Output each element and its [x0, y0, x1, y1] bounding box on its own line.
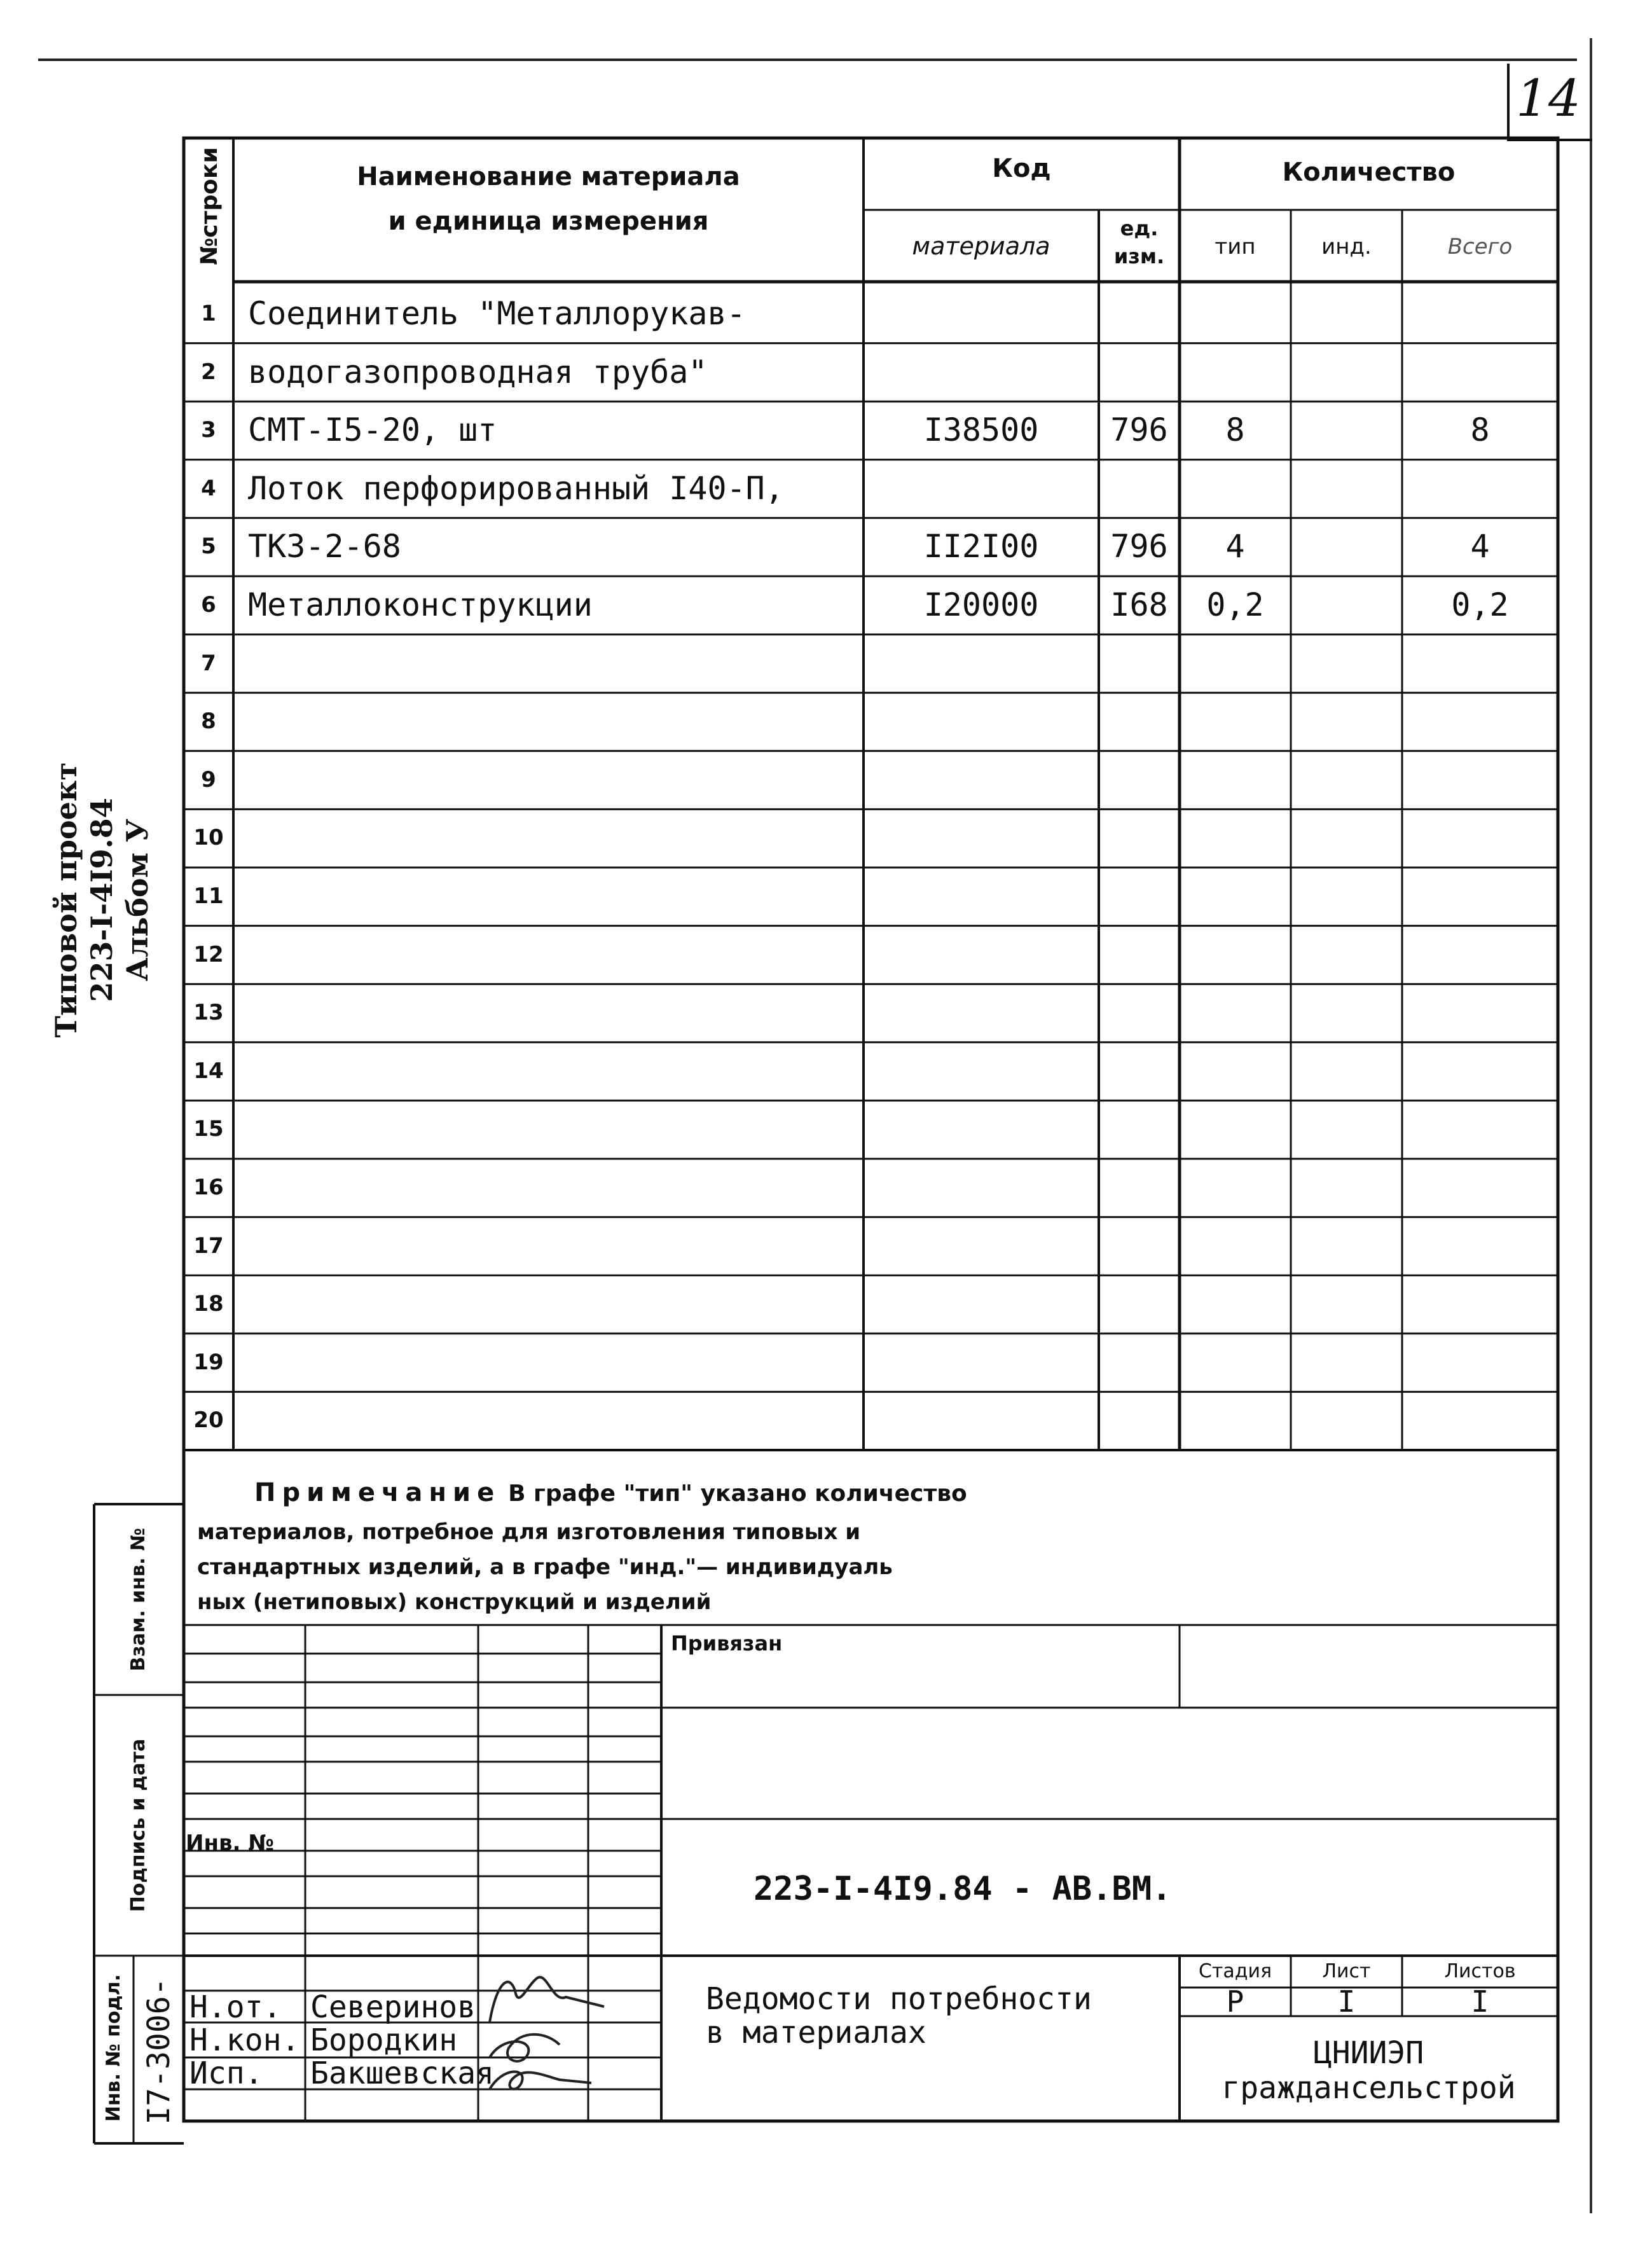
material-name: водогазопроводная труба"	[248, 353, 708, 391]
header-row-number: №строки	[196, 147, 223, 265]
material-code: I38500	[923, 411, 1039, 449]
material-name: Металлоконструкции	[248, 586, 593, 623]
row-number: 13	[193, 1000, 224, 1026]
note-line-3: стандартных изделий, а в графе "инд."— индивидуаль	[197, 1554, 893, 1580]
margin-inv-value: I7-3006-	[141, 1977, 177, 2125]
signer-3-role: Исп.	[189, 2056, 263, 2091]
qty-total: 0,2	[1451, 586, 1509, 623]
side-title-line-3: Альбом У	[120, 819, 155, 981]
margin-vzam-inv: Взам. инв. №	[127, 1528, 149, 1671]
row-number: 19	[193, 1349, 224, 1375]
material-name: СМТ-I5-20, шт	[248, 411, 497, 449]
material-name: Соединитель "Металлорукав-	[248, 295, 746, 332]
signer-1-role: Н.от.	[189, 1989, 282, 2025]
margin-inv-podl: Инв. № подл.	[102, 1974, 125, 2122]
sheets-value: I	[1471, 1984, 1489, 2019]
unit-code: 796	[1110, 411, 1168, 449]
row-number: 10	[193, 825, 224, 851]
note-text-1: В графе "тип" указано количество	[508, 1481, 967, 1507]
header-name-line1: Наименование материала	[357, 162, 740, 191]
row-number: 17	[193, 1233, 224, 1259]
row-number: 7	[201, 650, 216, 676]
sheet-number: 14	[1516, 69, 1581, 128]
qty-type: 4	[1225, 528, 1245, 565]
signer-3-name: Бакшевская	[310, 2056, 494, 2091]
unit-code: 796	[1110, 528, 1168, 565]
unit-code: I68	[1110, 586, 1168, 623]
signer-2-role: Н.кон.	[189, 2022, 300, 2058]
doc-title-line1: Ведомости потребности	[706, 1981, 1092, 2017]
header-code-group: Код	[992, 154, 1051, 183]
note-line-2: материалов, потребное для изготовления типовых и	[197, 1519, 861, 1545]
note-line-4: ных (нетиповых) конструкций и изделий	[197, 1589, 712, 1615]
row-number: 15	[193, 1116, 224, 1142]
row-number: 1	[201, 301, 216, 326]
row-number: 8	[201, 709, 216, 735]
org-line2: граждансельстрой	[1222, 2070, 1516, 2106]
header-qty-group: Количество	[1282, 158, 1456, 187]
stage-label: Стадия	[1198, 1960, 1272, 1982]
row-number: 3	[201, 417, 216, 443]
sheets-label: Листов	[1444, 1960, 1516, 1982]
row-number: 16	[193, 1175, 224, 1200]
row-number: 18	[193, 1291, 224, 1317]
header-code-unit: ед. изм.	[1113, 216, 1165, 268]
signature-3	[490, 2071, 591, 2089]
row-number: 4	[201, 475, 216, 501]
row-number: 14	[193, 1058, 224, 1084]
signer-2-name: Бородкин	[310, 2022, 458, 2058]
sheet-label: Лист	[1322, 1960, 1371, 1982]
row-number: 6	[201, 592, 216, 618]
row-number: 20	[193, 1407, 224, 1434]
side-title-line-2: 223-I-4I9.84	[85, 798, 119, 1002]
header-qty-type: тип	[1215, 234, 1256, 259]
row-number: 11	[193, 883, 224, 909]
row-number: 9	[201, 766, 216, 792]
header-code-material: материала	[912, 232, 1050, 260]
header-qty-total: Всего	[1447, 234, 1513, 259]
row-number: 12	[193, 941, 224, 967]
doc-title-line2: в материалах	[706, 2015, 926, 2050]
signer-1-name: Северинов	[310, 1989, 476, 2025]
qty-type: 8	[1225, 411, 1245, 449]
margin-podpis-data: Подпись и дата	[127, 1738, 149, 1912]
side-title-line-1: Типовой проект	[49, 762, 83, 1038]
qty-type: 0,2	[1206, 586, 1264, 623]
header-qty-ind: инд.	[1321, 234, 1372, 259]
row-number: 2	[201, 359, 216, 385]
stage-value: Р	[1226, 1984, 1244, 2019]
material-code: I20000	[923, 586, 1039, 623]
privyazan-label: Привязан	[671, 1631, 783, 1656]
signature-2	[490, 2035, 560, 2061]
header-name-line2: и единица измерения	[388, 207, 709, 236]
org-line1: ЦНИИЭП	[1313, 2035, 1424, 2071]
signature-1	[490, 1977, 604, 2022]
note-label: Примечание	[254, 1478, 501, 1507]
sheet-value: I	[1337, 1984, 1356, 2019]
inv-no-label: Инв. №	[186, 1830, 275, 1856]
qty-total: 4	[1470, 528, 1490, 565]
material-code: II2I00	[923, 528, 1039, 565]
material-name: Лоток перфорированный I40-П,	[248, 469, 784, 507]
material-name: ТКЗ-2-68	[248, 528, 401, 565]
qty-total: 8	[1470, 411, 1490, 449]
document-code: 223-I-4I9.84 - АВ.ВМ.	[754, 1870, 1172, 1908]
row-number: 5	[201, 534, 216, 560]
